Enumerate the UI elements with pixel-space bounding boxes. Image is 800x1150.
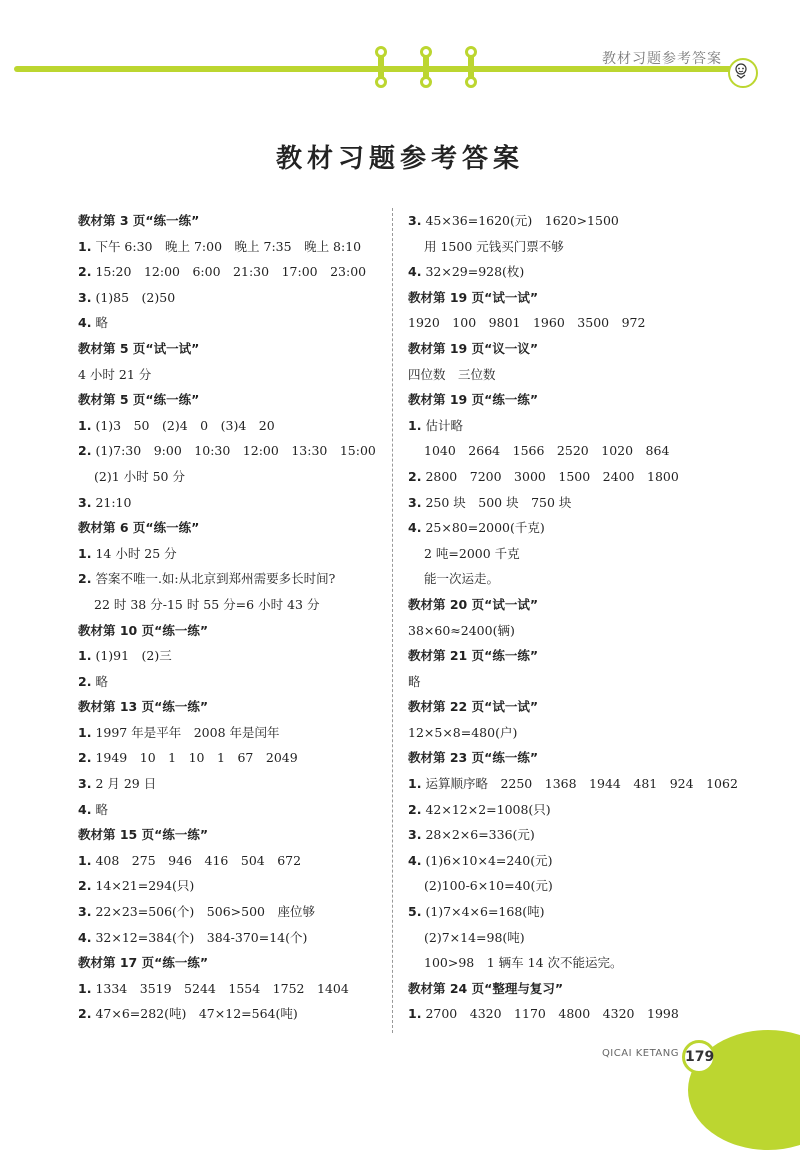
item-text: (1)85 (2)50 bbox=[95, 289, 176, 305]
item-number: 1. bbox=[408, 1006, 422, 1022]
item-text: 47×6=282(吨) 47×12=564(吨) bbox=[95, 1006, 298, 1022]
item-number: 1. bbox=[408, 417, 422, 433]
item-text: 14 小时 25 分 bbox=[95, 545, 177, 561]
answer-continuation: 22 时 38 分-15 时 55 分=6 小时 43 分 bbox=[94, 596, 320, 612]
answer-item bbox=[78, 720, 398, 746]
section-heading: 教材第 21 页“练一练” bbox=[408, 648, 539, 664]
answer-item bbox=[78, 976, 398, 1002]
item-number: 1. bbox=[78, 648, 92, 664]
answer-continuation: 1040 2664 1566 2520 1020 864 bbox=[424, 443, 670, 459]
item-number: 4. bbox=[408, 520, 422, 536]
item-number: 5. bbox=[408, 904, 422, 920]
section-heading: 教材第 5 页“练一练” bbox=[78, 392, 200, 408]
item-text: 32×12=384(个) 384-370=14(个) bbox=[95, 929, 308, 945]
answer-continuation: (2)100-6×10=40(元) bbox=[424, 878, 553, 894]
item-number: 4. bbox=[408, 852, 422, 868]
item-number: 1. bbox=[78, 545, 92, 561]
item-number: 4. bbox=[78, 315, 92, 331]
answer-item bbox=[408, 490, 728, 516]
answer-item bbox=[408, 1001, 728, 1027]
answer-continuation: 用 1500 元钱买门票不够 bbox=[424, 238, 564, 254]
page-title: 教材习题参考答案 bbox=[275, 144, 524, 174]
item-number: 1. bbox=[78, 417, 92, 433]
answer-item bbox=[78, 310, 398, 336]
footer-brand: QICAI KETANG bbox=[601, 1048, 679, 1059]
item-text: 250 块 500 块 750 块 bbox=[425, 494, 572, 510]
item-text: 估计略 bbox=[425, 417, 463, 433]
answer-text: 12×5×8=480(户) bbox=[408, 724, 518, 740]
answer-text: 略 bbox=[408, 673, 421, 689]
item-number: 2. bbox=[78, 264, 92, 280]
item-text: 2700 4320 1170 4800 4320 1998 bbox=[425, 1006, 679, 1022]
section-heading: 教材第 3 页“练一练” bbox=[78, 213, 200, 228]
answer-item bbox=[408, 848, 728, 874]
item-text: (1)91 (2)三 bbox=[95, 648, 172, 664]
item-number: 2. bbox=[408, 801, 422, 817]
binder-ring bbox=[378, 50, 384, 84]
binder-ring bbox=[423, 50, 429, 84]
item-text: 22×23=506(个) 506>500 座位够 bbox=[95, 904, 315, 920]
item-number: 2. bbox=[78, 750, 92, 766]
answer-item bbox=[78, 259, 398, 285]
answer-item bbox=[78, 848, 398, 874]
item-text: 运算顺序略 2250 1368 1944 481 924 1062 bbox=[425, 776, 738, 792]
item-text: 略 bbox=[95, 801, 108, 817]
binder-ring bbox=[468, 50, 474, 84]
answer-item bbox=[408, 515, 728, 541]
item-number: 2. bbox=[78, 443, 92, 459]
answer-text: 38×60≈2400(辆) bbox=[408, 622, 515, 638]
item-number: 2. bbox=[78, 878, 92, 894]
answer-item bbox=[78, 1001, 398, 1027]
item-number: 3. bbox=[78, 776, 92, 792]
answer-text: 4 小时 21 分 bbox=[78, 366, 152, 382]
item-number: 1. bbox=[78, 852, 92, 868]
item-text: 25×80=2000(千克) bbox=[425, 520, 545, 536]
item-text: 略 bbox=[95, 673, 108, 689]
item-number: 4. bbox=[78, 801, 92, 817]
item-text: (1)6×10×4=240(元) bbox=[425, 852, 553, 868]
item-text: 42×12×2=1008(只) bbox=[425, 801, 551, 817]
item-number: 1. bbox=[78, 980, 92, 996]
answer-item bbox=[408, 899, 728, 925]
item-text: 45×36=1620(元) 1620>1500 bbox=[425, 213, 619, 228]
item-text: 32×29=928(枚) bbox=[425, 264, 525, 280]
answer-item bbox=[78, 490, 398, 516]
answer-text: 1920 100 9801 1960 3500 972 bbox=[408, 315, 646, 331]
item-text: (1)7:30 9:00 10:30 12:00 13:30 15:00 bbox=[95, 443, 376, 459]
answer-item bbox=[78, 745, 398, 771]
mascot-icon bbox=[728, 58, 758, 88]
answer-continuation: 2 吨=2000 千克 bbox=[424, 545, 520, 561]
left-column bbox=[78, 208, 398, 1027]
section-heading: 教材第 20 页“试一试” bbox=[408, 596, 539, 612]
answer-item bbox=[78, 771, 398, 797]
item-number: 3. bbox=[78, 289, 92, 305]
item-number: 4. bbox=[408, 264, 422, 280]
answer-item bbox=[78, 797, 398, 823]
item-text: 略 bbox=[95, 315, 108, 331]
item-text: 答案不唯一.如:从北京到郑州需要多长时间? bbox=[95, 571, 336, 587]
item-text: 1997 年是平年 2008 年是闰年 bbox=[95, 724, 280, 740]
item-number: 3. bbox=[78, 494, 92, 510]
item-text: 1334 3519 5244 1554 1752 1404 bbox=[95, 980, 349, 996]
item-number: 2. bbox=[78, 673, 92, 689]
item-text: 2800 7200 3000 1500 2400 1800 bbox=[425, 468, 679, 484]
answer-continuation: 100>98 1 辆车 14 次不能运完。 bbox=[424, 955, 623, 971]
item-number: 2. bbox=[78, 1006, 92, 1022]
answer-item bbox=[78, 438, 398, 464]
section-heading: 教材第 22 页“试一试” bbox=[408, 699, 539, 715]
answer-item bbox=[408, 464, 728, 490]
item-text: 2 月 29 日 bbox=[95, 776, 157, 792]
answer-item bbox=[408, 208, 728, 234]
item-text: 1949 10 1 10 1 67 2049 bbox=[95, 750, 298, 766]
section-heading: 教材第 6 页“练一练” bbox=[78, 520, 200, 536]
answer-item bbox=[78, 873, 398, 899]
answer-item bbox=[78, 669, 398, 695]
item-text: (1)3 50 (2)4 0 (3)4 20 bbox=[95, 417, 275, 433]
answer-item bbox=[78, 285, 398, 311]
item-number: 2. bbox=[78, 571, 92, 587]
page-number: 179 bbox=[682, 1040, 716, 1074]
answer-text: 四位数 三位数 bbox=[408, 366, 496, 382]
answer-item bbox=[78, 413, 398, 439]
section-heading: 教材第 19 页“练一练” bbox=[408, 392, 539, 408]
item-number: 1. bbox=[78, 724, 92, 740]
answer-continuation: 能一次运走。 bbox=[424, 571, 500, 587]
section-heading: 教材第 24 页“整理与复习” bbox=[408, 980, 564, 996]
section-heading: 教材第 5 页“试一试” bbox=[78, 340, 200, 356]
section-heading: 教材第 10 页“练一练” bbox=[78, 622, 209, 638]
section-heading: 教材第 19 页“试一试” bbox=[408, 289, 539, 305]
item-number: 3. bbox=[408, 494, 422, 510]
section-heading: 教材第 23 页“练一练” bbox=[408, 750, 539, 766]
item-number: 3. bbox=[408, 827, 422, 843]
item-text: 14×21=294(只) bbox=[95, 878, 195, 894]
item-text: 下午 6:30 晚上 7:00 晚上 7:35 晚上 8:10 bbox=[95, 238, 362, 254]
header-label: 教材习题参考答案 bbox=[602, 51, 722, 67]
section-heading: 教材第 19 页“议一议” bbox=[408, 340, 539, 356]
right-column bbox=[408, 208, 738, 1027]
answer-item bbox=[408, 413, 728, 439]
item-text: 21:10 bbox=[95, 494, 132, 510]
item-text: 408 275 946 416 504 672 bbox=[95, 852, 302, 868]
section-heading: 教材第 17 页“练一练” bbox=[78, 955, 209, 971]
section-heading: 教材第 13 页“练一练” bbox=[78, 699, 209, 715]
item-number: 1. bbox=[408, 776, 422, 792]
item-number: 4. bbox=[78, 929, 92, 945]
item-number: 1. bbox=[78, 238, 92, 254]
answer-item bbox=[78, 541, 398, 567]
answer-item bbox=[78, 234, 398, 260]
answer-item bbox=[408, 771, 738, 797]
answer-item bbox=[408, 797, 728, 823]
answer-item bbox=[408, 822, 728, 848]
answer-item bbox=[78, 566, 398, 592]
answer-item bbox=[408, 259, 728, 285]
item-text: 15:20 12:00 6:00 21:30 17:00 23:00 bbox=[95, 264, 367, 280]
item-number: 3. bbox=[78, 904, 92, 920]
item-number: 3. bbox=[408, 213, 422, 228]
item-text: (1)7×4×6=168(吨) bbox=[425, 904, 545, 920]
item-text: 28×2×6=336(元) bbox=[425, 827, 535, 843]
answer-item bbox=[78, 643, 398, 669]
answer-continuation: (2)7×14=98(吨) bbox=[424, 929, 525, 945]
item-number: 2. bbox=[408, 468, 422, 484]
answer-item bbox=[78, 925, 398, 951]
answer-item bbox=[78, 899, 398, 925]
answer-continuation: (2)1 小时 50 分 bbox=[94, 468, 185, 484]
section-heading: 教材第 15 页“练一练” bbox=[78, 827, 209, 843]
